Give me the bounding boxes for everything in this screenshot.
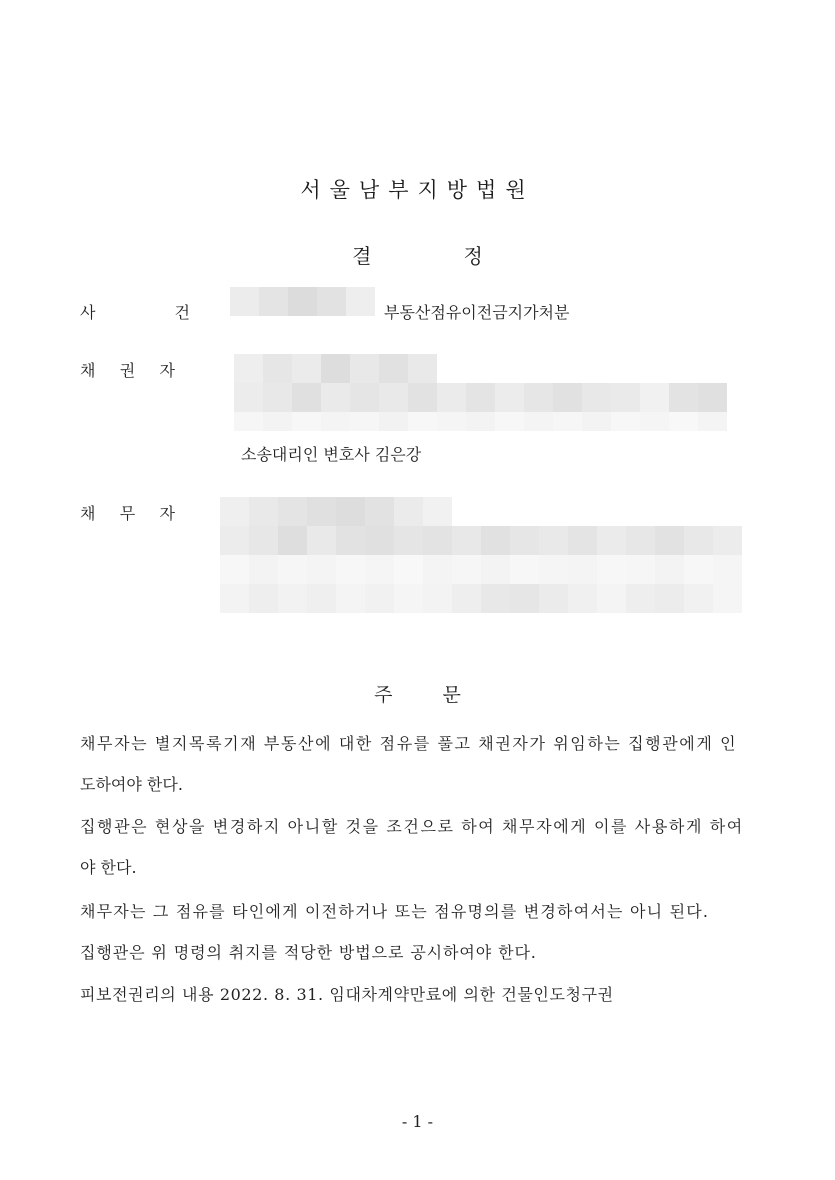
order-title — [0, 680, 835, 707]
case-name: 부동산점유이전금지가처분 — [384, 303, 570, 322]
redacted-case-number — [230, 287, 376, 319]
case-label-char: 건 — [174, 303, 190, 322]
creditor-label-char: 자 — [159, 361, 175, 380]
case-label — [80, 300, 190, 323]
order-line: 야 한다. — [80, 858, 137, 877]
order-title-first: 주 — [374, 684, 393, 706]
document-title — [0, 240, 835, 269]
debtor-label — [80, 501, 175, 524]
creditor-label-char: 채 — [80, 361, 96, 380]
order-line: 피보전권리의 내용 2022. 8. 31. 임대차계약만료에 의한 건물인도청구권 — [80, 985, 614, 1004]
creditor-label — [80, 358, 175, 381]
debtor-label-char: 채 — [80, 504, 96, 523]
redacted-debtor-address-line2 — [220, 555, 750, 584]
page-number: - 1 - — [401, 1112, 434, 1131]
redacted-debtor-address — [220, 526, 750, 555]
document-title-first: 결 — [352, 244, 372, 268]
creditor-representative: 소송대리인 변호사 김은강 — [241, 445, 422, 464]
order-title-second: 문 — [442, 684, 461, 706]
order-line: 집행관은 현상을 변경하지 아니할 것을 조건으로 하여 채무자에게 이를 사용하게 하여 — [80, 817, 744, 836]
order-line: 집행관은 위 명령의 취지를 적당한 방법으로 공시하여야 한다. — [80, 943, 537, 962]
order-line: 도하여야 한다. — [80, 775, 183, 794]
debtor-label-char: 무 — [119, 504, 136, 523]
debtor-label-char: 자 — [159, 504, 175, 523]
order-line: 채무자는 별지목록기재 부동산에 대한 점유를 풀고 채권자가 위임하는 집행관에게 인 — [80, 734, 738, 753]
redacted-creditor-name — [234, 354, 438, 383]
creditor-label-char: 권 — [119, 361, 136, 380]
court-name: 서울남부지방법원 — [300, 178, 535, 202]
redacted-creditor-address-line2 — [234, 412, 750, 431]
document-title-second: 정 — [463, 244, 483, 268]
redacted-debtor-address-line3 — [220, 584, 750, 613]
redacted-debtor-name — [220, 497, 456, 526]
order-line: 채무자는 그 점유를 타인에게 이전하거나 또는 점유명의를 변경하여서는 아니 된다. — [80, 902, 710, 921]
redacted-creditor-address — [234, 383, 750, 412]
case-label-char: 사 — [80, 303, 96, 322]
